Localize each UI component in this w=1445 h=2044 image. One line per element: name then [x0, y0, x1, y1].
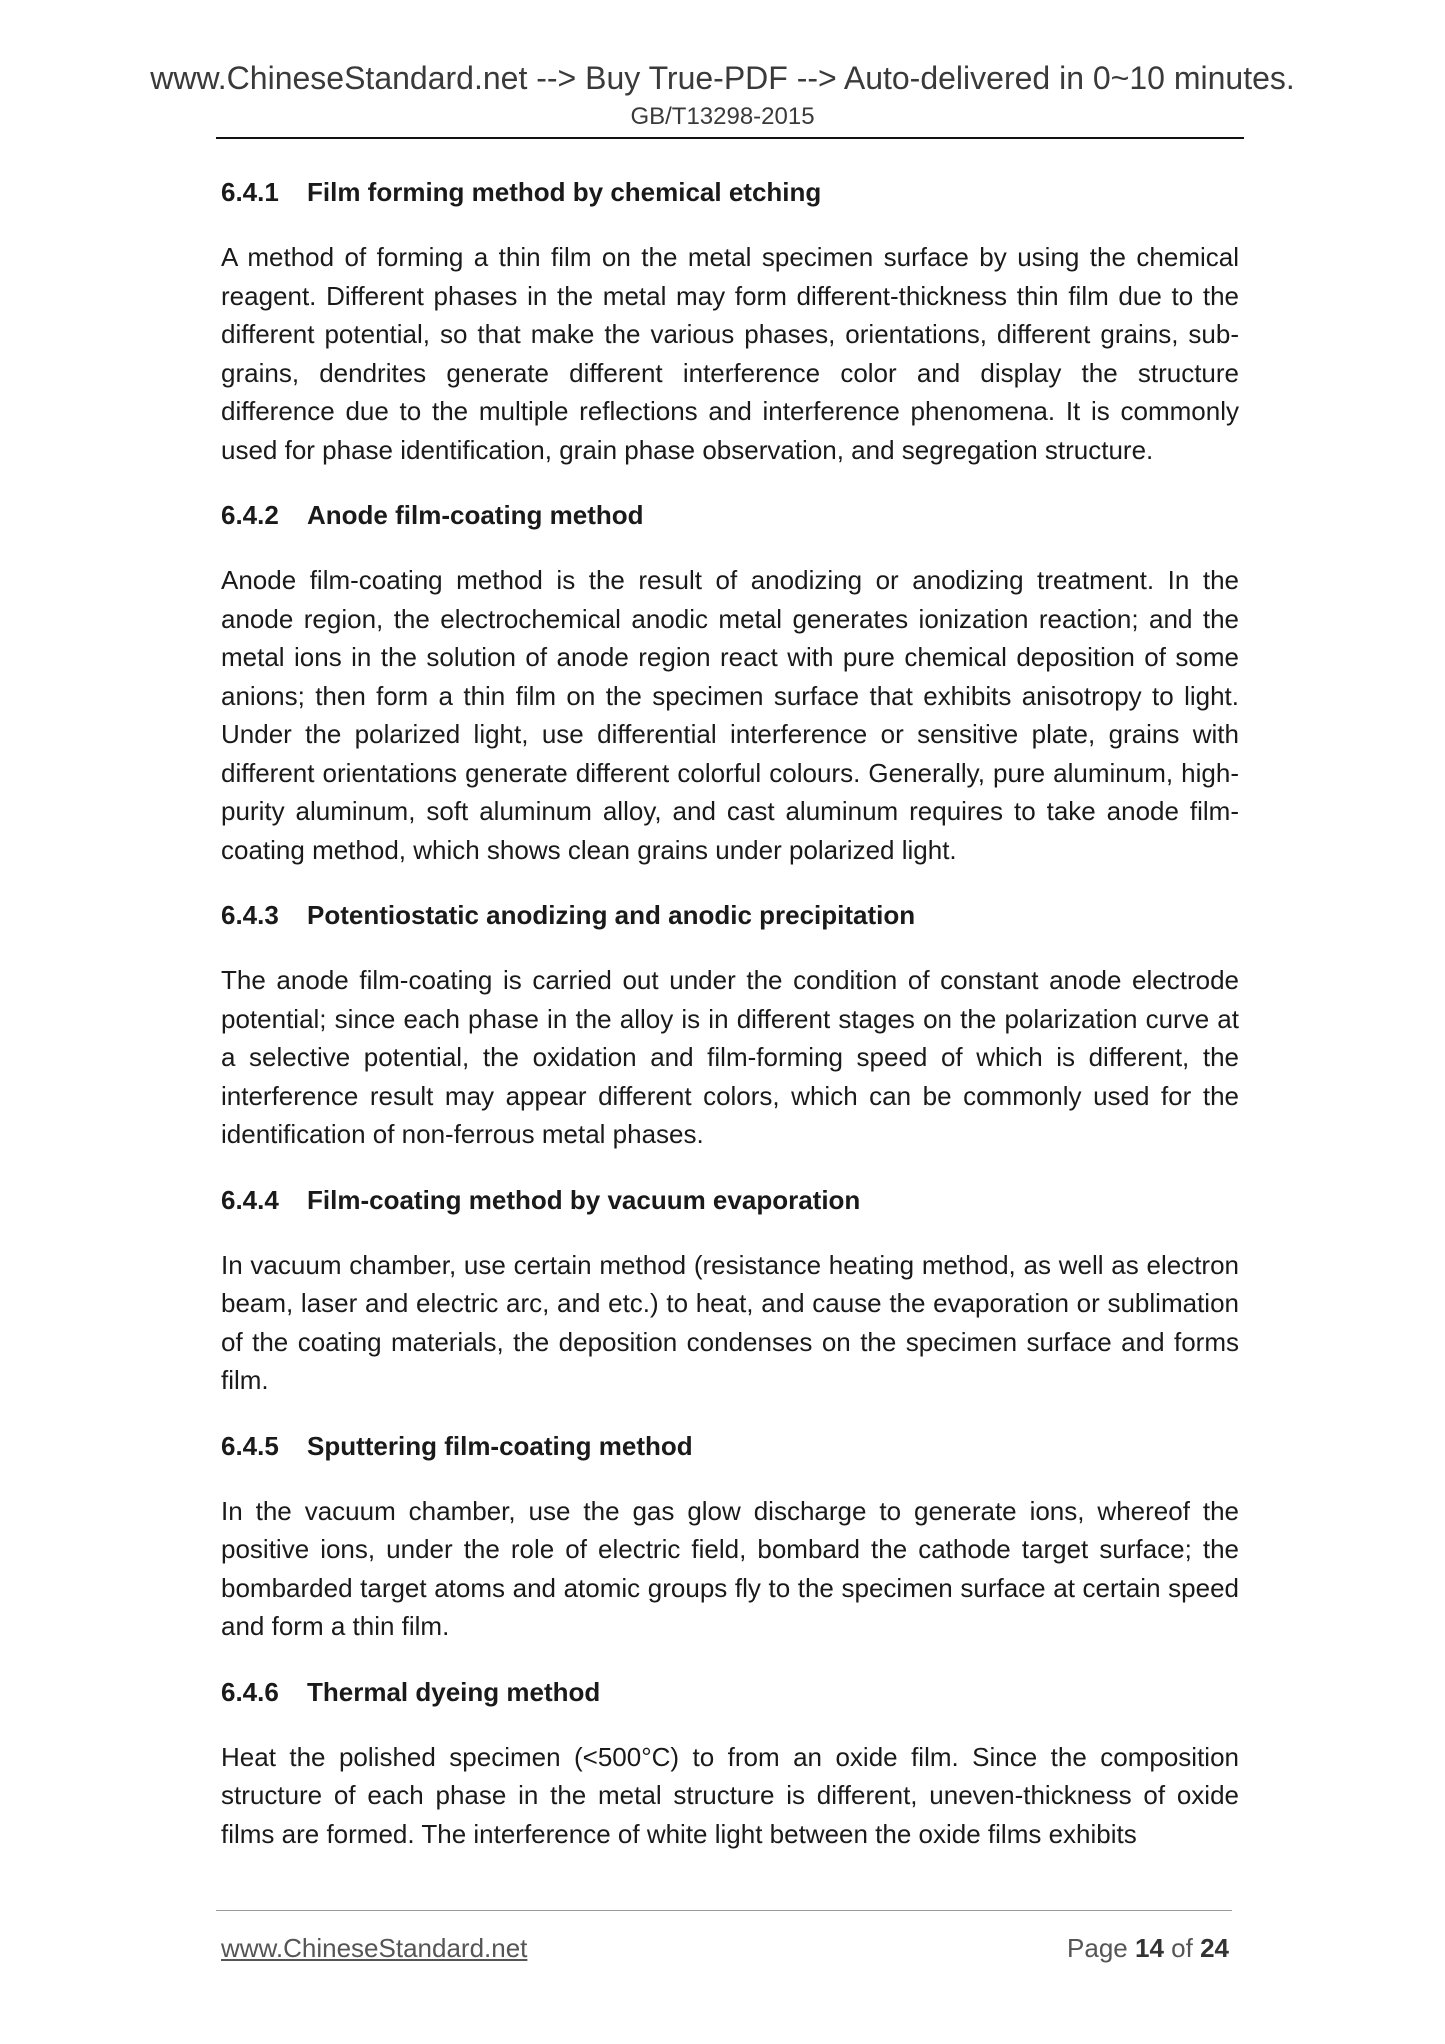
- section-paragraph: In vacuum chamber, use certain method (resistance heating method, as well as electron beam, laser and electric arc, and etc.) to heat, and cause the evaporation or sublimation of the coating materials, the deposition condenses on the specimen surface and forms film.: [221, 1249, 1239, 1395]
- section-6-4-1: [221, 174, 1239, 469]
- page-footer: [221, 1930, 1229, 1966]
- section-paragraph: Heat the polished specimen (<500°C) to from an oxide film. Since the composition structure of each phase in the metal structure is different, uneven-thickness of oxide films are formed. The interference of white light between the oxide films exhibits: [221, 1741, 1239, 1849]
- section-number: 6.4.2: [221, 500, 279, 530]
- section-title: Sputtering film-coating method: [307, 1430, 693, 1461]
- section-paragraph: The anode film-coating is carried out under the condition of constant anode electrode potential; since each phase in the alloy is in different stages on the polarization curve at a selective potential, the oxidation and film-forming speed of which is different, the interference result may appear different colors, which can be commonly used for the identification of non-ferrous metal phases.: [221, 965, 1239, 1149]
- section-paragraph: Anode film-coating method is the result of anodizing or anodizing treatment. In the anode region, the electrochemical anodic metal generates ionization reaction; and the metal ions in the solution of anode region react with pure chemical deposition of some anions; then form a thin film on the specimen surface that exhibits anisotropy to light. Under the polarized light, use differential interference or sensitive plate, grains with different orientations generate different colorful colours. Generally, pure aluminum, high-purity aluminum, soft aluminum alloy, and cast aluminum requires to take anode film-coating method, which shows clean grains under polarized light.: [221, 565, 1239, 865]
- section-number: 6.4.6: [221, 1676, 279, 1707]
- section-paragraph: In the vacuum chamber, use the gas glow discharge to generate ions, whereof the positive ions, under the role of electric field, bombard the cathode target surface; the bombarded target atoms and atomic groups fly to the specimen surface at certain speed and form a thin film.: [221, 1495, 1239, 1641]
- section-heading: [221, 1428, 1239, 1464]
- footer-site-link[interactable]: www.ChineseStandard.net: [221, 1933, 528, 1963]
- page-current: 14: [1135, 1933, 1164, 1963]
- section-number: 6.4.3: [221, 900, 279, 930]
- section-title: Film forming method by chemical etching: [307, 177, 822, 207]
- page-prefix: Page: [1067, 1933, 1128, 1963]
- section-number: 6.4.5: [221, 1430, 279, 1461]
- section-title: Anode film-coating method: [307, 500, 644, 530]
- section-number: 6.4.1: [221, 177, 279, 207]
- section-6-4-5: [221, 1428, 1239, 1646]
- page-total: 24: [1200, 1933, 1229, 1963]
- section-title: Film-coating method by vacuum evaporation: [307, 1184, 861, 1215]
- section-6-4-4: [221, 1182, 1239, 1400]
- footer-divider: [216, 1910, 1232, 1911]
- section-paragraph: A method of forming a thin film on the metal specimen surface by using the chemical reagent. Different phases in the metal may form different-thickness thin film due to the different potential, so that make the various phases, orientations, different grains, sub-grains, dendrites generate different interference color and display the structure difference due to the multiple reflections and interference phenomena. It is commonly used for phase identification, grain phase observation, and segregation structure.: [221, 242, 1239, 465]
- section-number: 6.4.4: [221, 1184, 279, 1215]
- section-heading: [221, 1674, 1239, 1710]
- section-6-4-3: [221, 897, 1239, 1154]
- section-heading: [221, 497, 1239, 533]
- section-6-4-2: [221, 497, 1239, 869]
- page-indicator: [1067, 1930, 1229, 1966]
- page-header: [0, 58, 1445, 132]
- document-body: [221, 174, 1239, 1881]
- section-heading: [221, 897, 1239, 933]
- section-heading: [221, 174, 1239, 210]
- section-heading: [221, 1182, 1239, 1218]
- section-title: Potentiostatic anodizing and anodic precipitation: [307, 900, 916, 930]
- standard-code: GB/T13298-2015: [630, 103, 815, 130]
- section-6-4-6: [221, 1674, 1239, 1854]
- page-of: of: [1171, 1933, 1193, 1963]
- header-divider: [216, 137, 1244, 139]
- header-banner: www.ChineseStandard.net --> Buy True-PDF --> Auto-delivered in 0~10 minutes.: [150, 60, 1295, 96]
- section-title: Thermal dyeing method: [307, 1676, 601, 1707]
